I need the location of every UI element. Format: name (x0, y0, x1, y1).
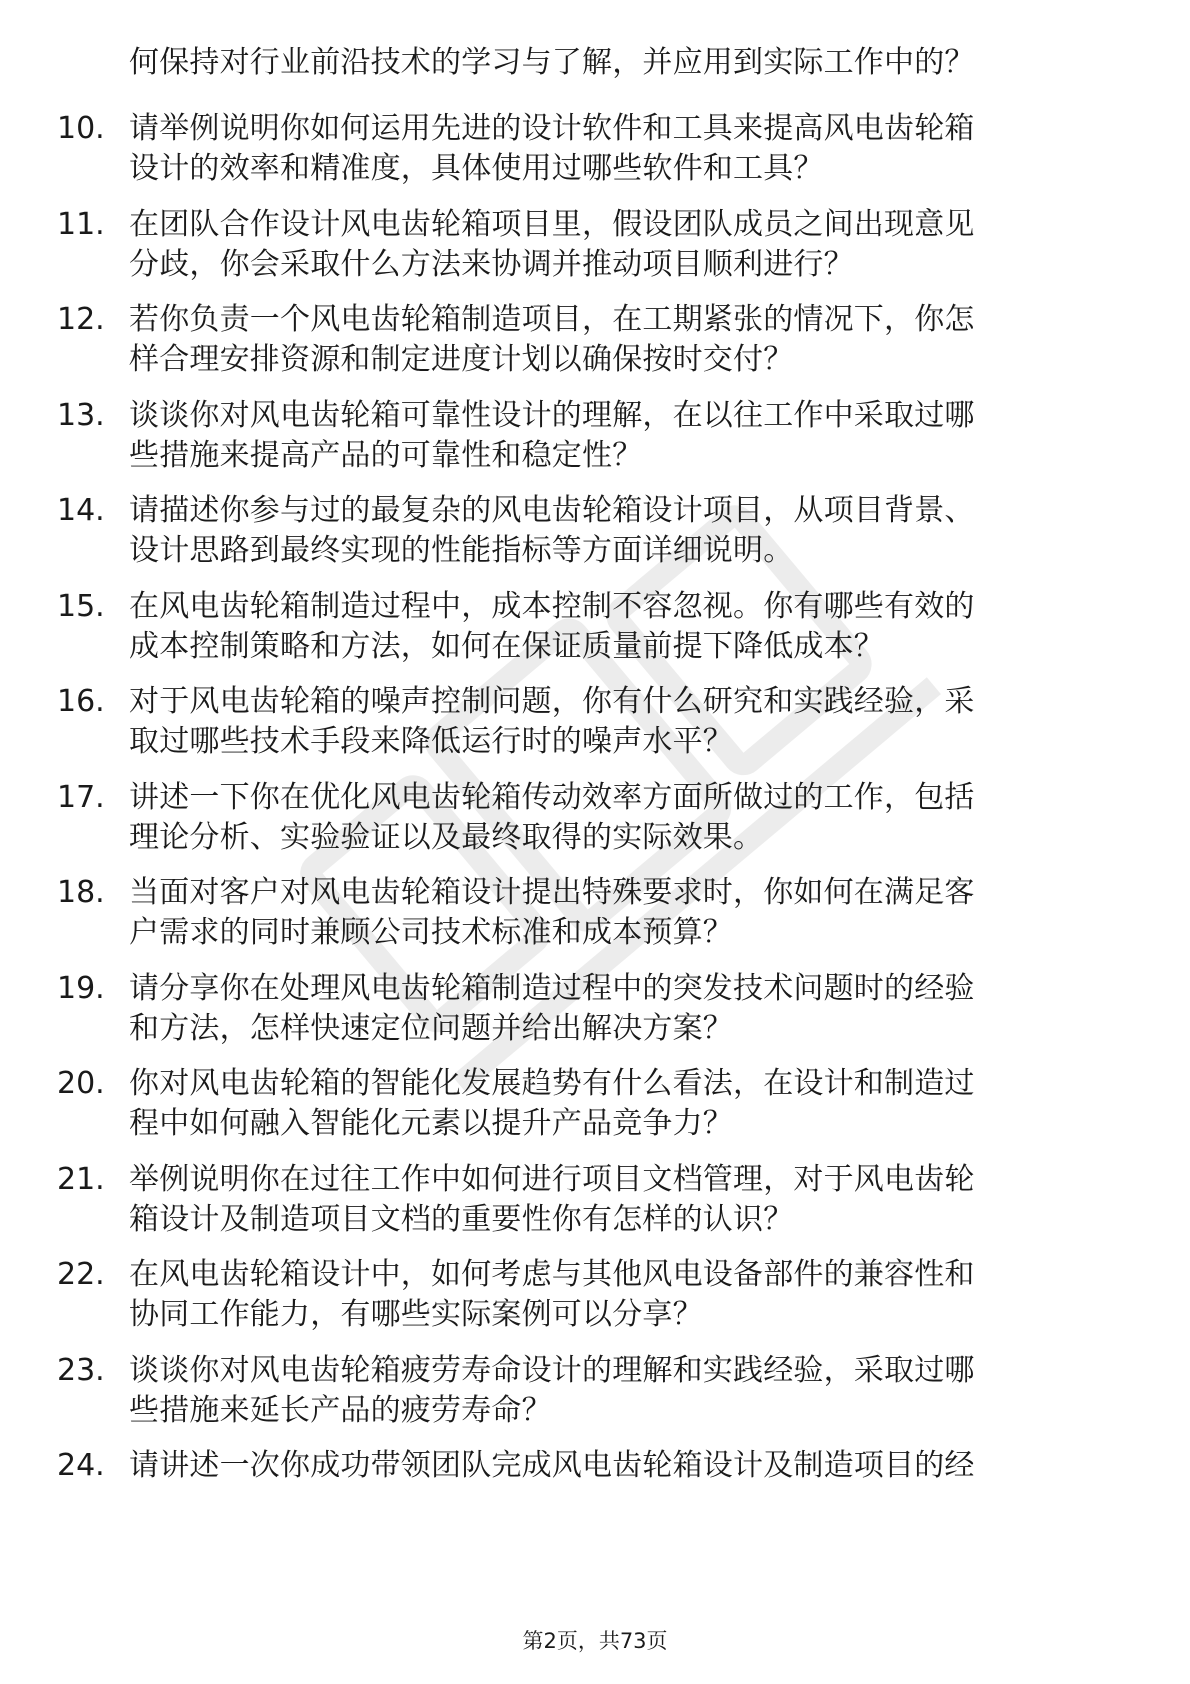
item-number: 22. (57, 1257, 105, 1292)
item-text-line: 请分享你在处理风电齿轮箱制造过程中的突发技术问题时的经验 (129, 970, 975, 1006)
item-number: 20. (57, 1066, 105, 1101)
item-text-line: 讲述一下你在优化风电齿轮箱传动效率方面所做过的工作，包括 (129, 779, 975, 815)
item-text-line: 样合理安排资源和制定进度计划以确保按时交付？ (129, 342, 794, 377)
item-text-line: 请举例说明你如何运用先进的设计软件和工具来提高风电齿轮箱 (129, 111, 975, 146)
continuation-line: 何保持对行业前沿技术的学习与了解，并应用到实际工作中的？ (129, 45, 975, 80)
item-text-line: 取过哪些技术手段来降低运行时的噪声水平？ (129, 724, 733, 759)
item-text-line: 些措施来延长产品的疲劳寿命？ (129, 1392, 552, 1428)
item-number: 18. (57, 875, 105, 910)
item-number: 12. (57, 302, 105, 337)
item-text-line: 户需求的同时兼顾公司技术标准和成本预算？ (129, 915, 733, 950)
item-text-line: 请描述你参与过的最复杂的风电齿轮箱设计项目，从项目背景、 (129, 493, 975, 528)
item-text-line: 举例说明你在过往工作中如何进行项目文档管理，对于风电齿轮 (129, 1161, 975, 1197)
item-text-line: 在风电齿轮箱制造过程中，成本控制不容忽视。你有哪些有效的 (129, 588, 975, 624)
item-text-line: 箱设计及制造项目文档的重要性你有怎样的认识？ (129, 1201, 794, 1237)
item-text-line: 你对风电齿轮箱的智能化发展趋势有什么看法，在设计和制造过 (129, 1066, 975, 1101)
item-text-line: 对于风电齿轮箱的噪声控制问题，你有什么研究和实践经验，采 (129, 684, 975, 719)
item-text-line: 设计的效率和精准度，具体使用过哪些软件和工具？ (129, 151, 824, 186)
watermark-graphic (190, 360, 1010, 1180)
item-text-line: 谈谈你对风电齿轮箱可靠性设计的理解，在以往工作中采取过哪 (129, 397, 975, 433)
item-text-line: 协同工作能力，有哪些实际案例可以分享？ (129, 1297, 703, 1332)
item-text-line: 成本控制策略和方法，如何在保证质量前提下降低成本？ (129, 628, 884, 664)
item-text-line: 当面对客户对风电齿轮箱设计提出特殊要求时，你如何在满足客 (129, 875, 975, 910)
item-text-line: 分歧，你会采取什么方法来协调并推动项目顺利进行？ (129, 246, 854, 282)
item-text-line: 些措施来提高产品的可靠性和稳定性？ (129, 437, 643, 473)
item-number: 21. (57, 1161, 105, 1197)
page-footer: 第2页，共73页 (522, 1629, 668, 1653)
item-text-line: 和方法，怎样快速定位问题并给出解决方案？ (129, 1010, 733, 1046)
item-number: 17. (57, 779, 105, 815)
item-text-line: 请讲述一次你成功带领团队完成风电齿轮箱设计及制造项目的经 (129, 1448, 975, 1483)
item-number: 16. (57, 684, 105, 719)
item-number: 23. (57, 1352, 105, 1388)
item-number: 13. (57, 397, 105, 433)
item-text-line: 在风电齿轮箱设计中，如何考虑与其他风电设备部件的兼容性和 (129, 1257, 975, 1292)
item-number: 11. (57, 206, 105, 242)
item-text-line: 若你负责一个风电齿轮箱制造项目，在工期紧张的情况下，你怎 (129, 302, 975, 337)
item-number: 14. (57, 493, 105, 528)
item-text-line: 程中如何融入智能化元素以提升产品竞争力？ (129, 1106, 733, 1141)
item-text-line: 设计思路到最终实现的性能指标等方面详细说明。 (129, 533, 794, 568)
item-text-line: 谈谈你对风电齿轮箱疲劳寿命设计的理解和实践经验，采取过哪 (129, 1352, 975, 1388)
item-number: 19. (57, 970, 105, 1006)
item-number: 10. (57, 111, 105, 146)
item-text-line: 在团队合作设计风电齿轮箱项目里，假设团队成员之间出现意见 (129, 206, 975, 242)
item-number: 15. (57, 588, 105, 624)
item-number: 24. (57, 1448, 105, 1483)
item-text-line: 理论分析、实验验证以及最终取得的实际效果。 (129, 819, 764, 855)
